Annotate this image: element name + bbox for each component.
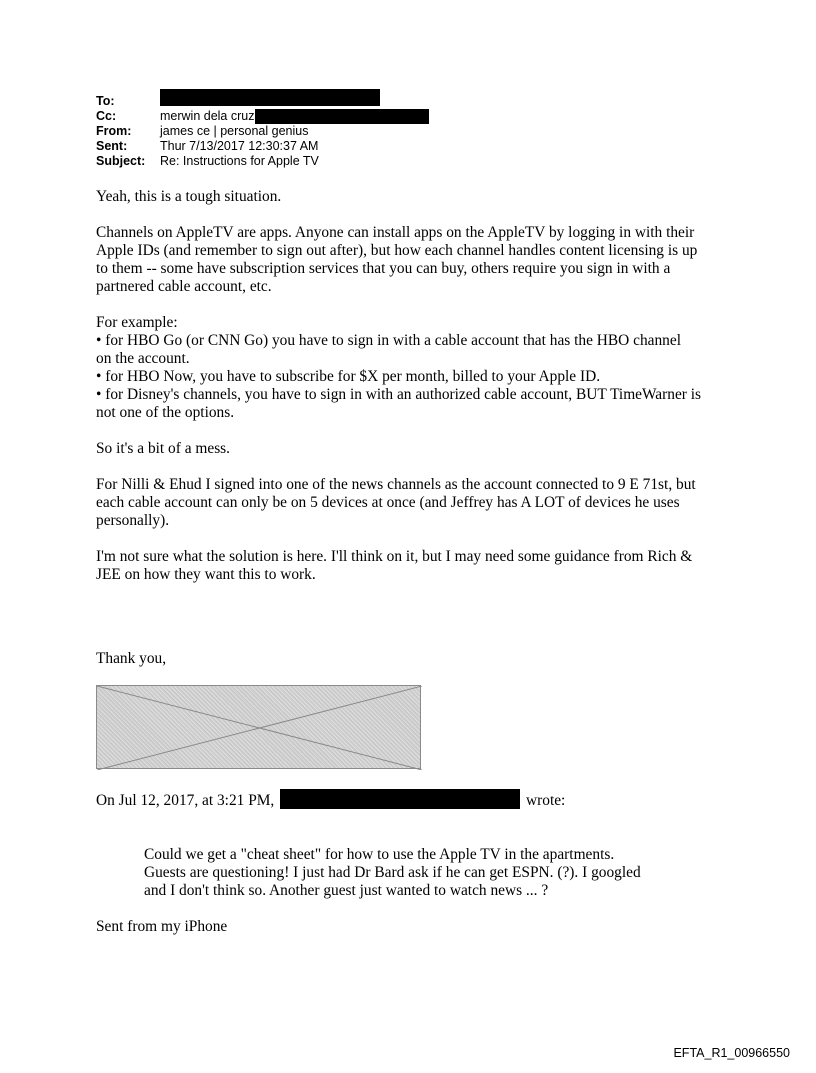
body-line: to them -- some have subscription services that you can buy, others require you sign in with a bbox=[96, 260, 671, 277]
to-label: To: bbox=[96, 94, 115, 108]
reply-attribution bbox=[96, 789, 565, 810]
redaction-bar bbox=[280, 789, 520, 809]
quote-line: Guests are questioning! I just had Dr Bard ask if he can get ESPN. (?). I googled bbox=[144, 864, 641, 881]
cc-value: merwin dela cruz bbox=[160, 109, 255, 123]
from-row bbox=[96, 124, 429, 139]
reply-date: On Jul 12, 2017, at 3:21 PM, bbox=[96, 792, 275, 809]
reply-wrote: wrote: bbox=[526, 792, 566, 809]
sent-label: Sent: bbox=[96, 139, 128, 153]
body-line: JEE on how they want this to work. bbox=[96, 566, 316, 583]
body-line: partnered cable account, etc. bbox=[96, 278, 272, 295]
bullet-line: • for HBO Now, you have to subscribe for $X per month, billed to your Apple ID. bbox=[96, 368, 601, 385]
signature-image-placeholder bbox=[96, 685, 421, 769]
sent-from-signoff: Sent from my iPhone bbox=[96, 918, 228, 935]
bullet-line: • for HBO Go (or CNN Go) you have to sign in with a cable account that has the HBO channel bbox=[96, 332, 681, 349]
broken-image-icon bbox=[97, 686, 422, 770]
quote-line: Could we get a "cheat sheet" for how to use the Apple TV in the apartments. bbox=[144, 846, 615, 863]
from-value: james ce | personal genius bbox=[160, 124, 309, 138]
quoted-message bbox=[144, 846, 704, 900]
cc-label: Cc: bbox=[96, 109, 117, 123]
sent-value: Thur 7/13/2017 12:30:37 AM bbox=[160, 139, 319, 153]
body-line: personally). bbox=[96, 512, 170, 529]
redaction-bar bbox=[255, 109, 429, 124]
bullet-line: • for Disney's channels, you have to sign in with an authorized cable account, BUT TimeWarner is bbox=[96, 386, 702, 403]
from-label: From: bbox=[96, 124, 132, 138]
subject-value: Re: Instructions for Apple TV bbox=[160, 154, 319, 168]
cc-row bbox=[96, 109, 429, 124]
body-line: not one of the options. bbox=[96, 404, 235, 421]
subject-label: Subject: bbox=[96, 154, 146, 168]
email-body bbox=[96, 188, 726, 584]
redaction-bar bbox=[160, 89, 380, 106]
quote-line: and I don't think so. Another guest just wanted to watch news ... ? bbox=[144, 882, 549, 899]
thanks-text: Thank you, bbox=[96, 650, 167, 667]
body-line: For example: bbox=[96, 314, 178, 331]
email-header bbox=[96, 94, 429, 169]
sent-row bbox=[96, 139, 429, 154]
subject-row bbox=[96, 154, 429, 169]
body-line: I'm not sure what the solution is here. I'll think on it, but I may need some guidance from Rich & bbox=[96, 548, 693, 565]
body-paragraph: So it's a bit of a mess. bbox=[96, 440, 231, 457]
to-row bbox=[96, 94, 429, 109]
body-line: For Nilli & Ehud I signed into one of the news channels as the account connected to 9 E 71st, but bbox=[96, 476, 696, 493]
document-id: EFTA_R1_00966550 bbox=[673, 1046, 790, 1060]
body-paragraph: Yeah, this is a tough situation. bbox=[96, 188, 282, 205]
body-line: Apple IDs (and remember to sign out after), but how each channel handles content licensing is up bbox=[96, 242, 698, 259]
body-line: each cable account can only be on 5 devices at once (and Jeffrey has A LOT of devices he uses bbox=[96, 494, 680, 511]
body-line: Channels on AppleTV are apps. Anyone can install apps on the AppleTV by logging in with their bbox=[96, 224, 695, 241]
body-line: on the account. bbox=[96, 350, 190, 367]
